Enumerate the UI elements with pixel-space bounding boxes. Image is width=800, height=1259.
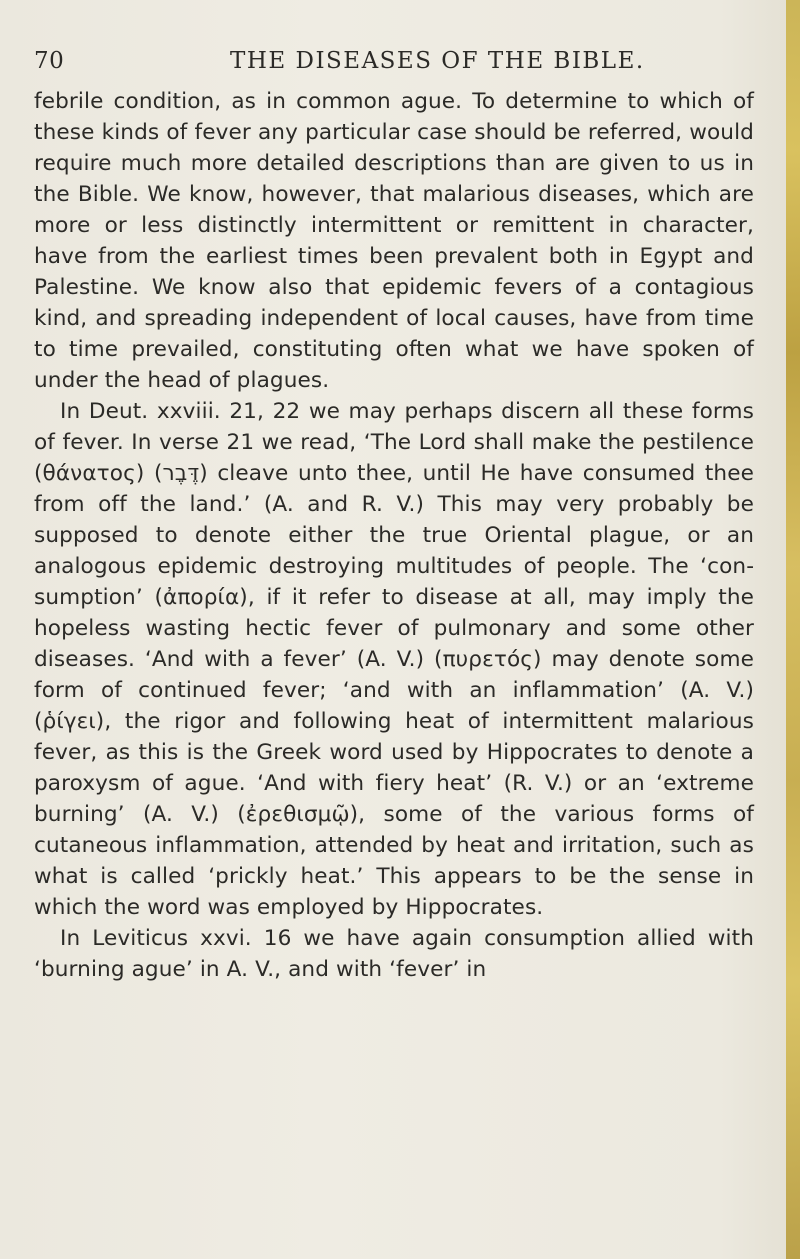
page-number: 70: [34, 48, 65, 74]
body-text: [34, 86, 754, 985]
running-title: THE DISEASES OF THE BIBLE.: [230, 48, 645, 74]
page-header: [34, 48, 754, 78]
paragraph-deuteronomy: In Deut. xxviii. 21, 22 we may perhaps discern all these forms of fever. In verse 21 we read, ‘The Lord shall make the pestilence (θάνατος) (דֶּבֶר) cleave unto thee, until He have consumed thee from off the land.’ (A. and R. V.) This may very probably be supposed to denote either the true Oriental plague, or an analogous epidemic destroying multitudes of people. The ‘consumption’ (ἀπορία), if it refer to disease at all, may imply the hopeless wasting hectic fever of pulmonary and some other diseases. ‘And with a fever’ (A. V.) (πυρετός) may denote some form of continued fever; ‘and with an inflammation’ (A. V.) (ῥίγει), the rigor and following heat of intermittent malarious fever, as this is the Greek word used by Hippocrates to denote a paroxysm of ague. ‘And with fiery heat’ (R. V.) or an ‘extreme burning’ (A. V.) (ἐρεθισμῷ), some of the various forms of cutaneous inflammation, attended by heat and irritation, such as what is called ‘prickly heat.’ This appears to be the sense in which the word was employed by Hippocrates.: [34, 399, 754, 920]
paragraph-continuation: febrile condition, as in common ague. To determine to which of these kinds of fever any particular case should be referred, would require much more detailed descriptions than are given to us in the Bible. We know, however, that malarious diseases, which are more or less distinctly intermittent or remittent in character, have from the earliest times been prevalent both in Egypt and Palestine. We know also that epidemic fevers of a contagious kind, and spreading independent of local causes, have from time to time prevailed, constituting often what we have spoken of under the head of plagues.: [34, 89, 754, 393]
paragraph-leviticus: In Leviticus xxvi. 16 we have again consumption allied with ‘burning ague’ in A. V., and with ‘fever’ in: [34, 926, 754, 982]
gilt-page-edge: [786, 0, 800, 1259]
